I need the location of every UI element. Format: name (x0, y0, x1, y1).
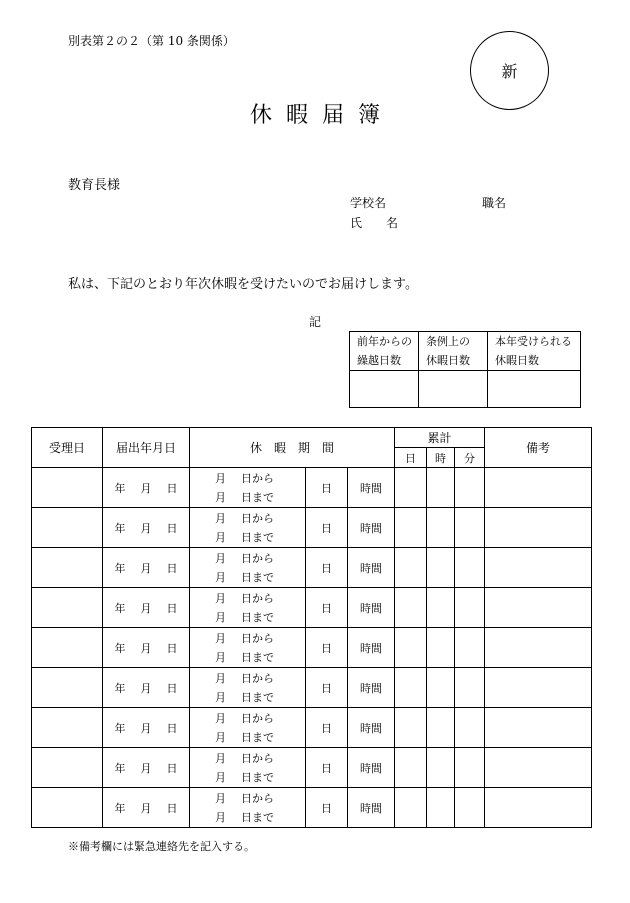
filed-date-cell[interactable]: 年 月 日 (103, 708, 190, 748)
received-date-cell[interactable] (32, 708, 103, 748)
filed-date-cell[interactable]: 年 月 日 (103, 588, 190, 628)
days-cell[interactable]: 日 (306, 628, 348, 668)
summary-value-carryover[interactable] (350, 371, 419, 408)
remarks-cell[interactable] (485, 668, 592, 708)
cum-days-cell[interactable] (395, 548, 427, 588)
cum-minutes-cell[interactable] (455, 748, 485, 788)
days-cell[interactable]: 日 (306, 748, 348, 788)
table-row (32, 508, 592, 548)
hours-cell[interactable]: 時間 (348, 668, 395, 708)
table-row (32, 468, 592, 508)
stamp-text: 新 (501, 62, 518, 81)
received-date-cell[interactable] (32, 668, 103, 708)
days-cell[interactable]: 日 (306, 708, 348, 748)
table-row (32, 708, 592, 748)
filed-date-cell[interactable]: 年 月 日 (103, 668, 190, 708)
hours-cell[interactable]: 時間 (348, 468, 395, 508)
cum-days-cell[interactable] (395, 628, 427, 668)
received-date-cell[interactable] (32, 468, 103, 508)
header-cumulative: 累計 (395, 428, 485, 448)
form-reference: 別表第２の２（第 10 条関係） (68, 34, 235, 48)
cum-minutes-cell[interactable] (455, 788, 485, 828)
table-row (32, 748, 592, 788)
received-date-cell[interactable] (32, 748, 103, 788)
period-cell[interactable]: 月 日から 月 日まで (190, 548, 306, 588)
days-cell[interactable]: 日 (306, 468, 348, 508)
remarks-cell[interactable] (485, 548, 592, 588)
period-cell[interactable]: 月 日から 月 日まで (190, 708, 306, 748)
days-cell[interactable]: 日 (306, 588, 348, 628)
remarks-cell[interactable] (485, 748, 592, 788)
leave-ledger-table (31, 427, 592, 828)
header-filed-date: 届出年月日 (103, 428, 190, 468)
cum-hours-cell[interactable] (427, 668, 455, 708)
hours-cell[interactable]: 時間 (348, 788, 395, 828)
filed-date-cell[interactable]: 年 月 日 (103, 788, 190, 828)
header-remarks: 備考 (485, 428, 592, 468)
period-cell[interactable]: 月 日から 月 日まで (190, 788, 306, 828)
name-label: 氏 名 (350, 216, 405, 230)
school-label: 学校名 (350, 196, 387, 210)
hours-cell[interactable]: 時間 (348, 748, 395, 788)
cum-hours-cell[interactable] (427, 748, 455, 788)
header-period: 休 暇 期 間 (190, 428, 395, 468)
footnote: ※備考欄には緊急連絡先を記入する。 (68, 840, 255, 853)
cum-days-cell[interactable] (395, 588, 427, 628)
filed-date-cell[interactable]: 年 月 日 (103, 508, 190, 548)
days-cell[interactable]: 日 (306, 788, 348, 828)
cum-hours-cell[interactable] (427, 628, 455, 668)
cum-days-cell[interactable] (395, 788, 427, 828)
hours-cell[interactable]: 時間 (348, 588, 395, 628)
cum-hours-cell[interactable] (427, 468, 455, 508)
cum-days-cell[interactable] (395, 668, 427, 708)
received-date-cell[interactable] (32, 508, 103, 548)
header-cum-hours: 時 (427, 448, 455, 468)
page-title: 休暇届簿 (249, 103, 394, 128)
cum-minutes-cell[interactable] (455, 548, 485, 588)
remarks-cell[interactable] (485, 628, 592, 668)
hours-cell[interactable]: 時間 (348, 628, 395, 668)
addressee: 教育長様 (68, 178, 121, 193)
days-cell[interactable]: 日 (306, 508, 348, 548)
ki-label: 記 (309, 315, 322, 329)
cum-hours-cell[interactable] (427, 548, 455, 588)
cum-hours-cell[interactable] (427, 508, 455, 548)
position-label: 職名 (482, 196, 507, 210)
table-row (32, 788, 592, 828)
received-date-cell[interactable] (32, 588, 103, 628)
cum-hours-cell[interactable] (427, 788, 455, 828)
summary-value-available[interactable] (488, 371, 581, 408)
summary-header-statutory: 条例上の 休暇日数 (419, 332, 488, 371)
header-cum-days: 日 (395, 448, 427, 468)
received-date-cell[interactable] (32, 628, 103, 668)
period-cell[interactable]: 月 日から 月 日まで (190, 468, 306, 508)
cum-minutes-cell[interactable] (455, 508, 485, 548)
cum-minutes-cell[interactable] (455, 628, 485, 668)
cum-minutes-cell[interactable] (455, 468, 485, 508)
summary-table (349, 331, 581, 408)
summary-header-available: 本年受けられる 休暇日数 (488, 332, 581, 371)
cum-days-cell[interactable] (395, 468, 427, 508)
table-row (32, 588, 592, 628)
hours-cell[interactable]: 時間 (348, 508, 395, 548)
filed-date-cell[interactable]: 年 月 日 (103, 468, 190, 508)
period-cell[interactable]: 月 日から 月 日まで (190, 588, 306, 628)
cum-days-cell[interactable] (395, 748, 427, 788)
table-row (32, 628, 592, 668)
period-cell[interactable]: 月 日から 月 日まで (190, 668, 306, 708)
period-cell[interactable]: 月 日から 月 日まで (190, 748, 306, 788)
remarks-cell[interactable] (485, 788, 592, 828)
filed-date-cell[interactable]: 年 月 日 (103, 548, 190, 588)
remarks-cell[interactable] (485, 468, 592, 508)
cum-hours-cell[interactable] (427, 708, 455, 748)
cum-minutes-cell[interactable] (455, 588, 485, 628)
cum-days-cell[interactable] (395, 508, 427, 548)
period-cell[interactable]: 月 日から 月 日まで (190, 628, 306, 668)
cum-minutes-cell[interactable] (455, 668, 485, 708)
filed-date-cell[interactable]: 年 月 日 (103, 628, 190, 668)
statement: 私は、下記のとおり年次休暇を受けたいのでお届けします。 (68, 277, 418, 292)
received-date-cell[interactable] (32, 788, 103, 828)
summary-value-statutory[interactable] (419, 371, 488, 408)
period-cell[interactable]: 月 日から 月 日まで (190, 508, 306, 548)
days-cell[interactable]: 日 (306, 668, 348, 708)
summary-header-carryover: 前年からの 繰越日数 (350, 332, 419, 371)
remarks-cell[interactable] (485, 508, 592, 548)
received-date-cell[interactable] (32, 548, 103, 588)
cum-days-cell[interactable] (395, 708, 427, 748)
cum-hours-cell[interactable] (427, 588, 455, 628)
table-row (32, 548, 592, 588)
header-cum-minutes: 分 (455, 448, 485, 468)
cum-minutes-cell[interactable] (455, 708, 485, 748)
hours-cell[interactable]: 時間 (348, 548, 395, 588)
hours-cell[interactable]: 時間 (348, 708, 395, 748)
table-row (32, 668, 592, 708)
days-cell[interactable]: 日 (306, 548, 348, 588)
remarks-cell[interactable] (485, 708, 592, 748)
remarks-cell[interactable] (485, 588, 592, 628)
filed-date-cell[interactable]: 年 月 日 (103, 748, 190, 788)
header-received-date: 受理日 (32, 428, 103, 468)
